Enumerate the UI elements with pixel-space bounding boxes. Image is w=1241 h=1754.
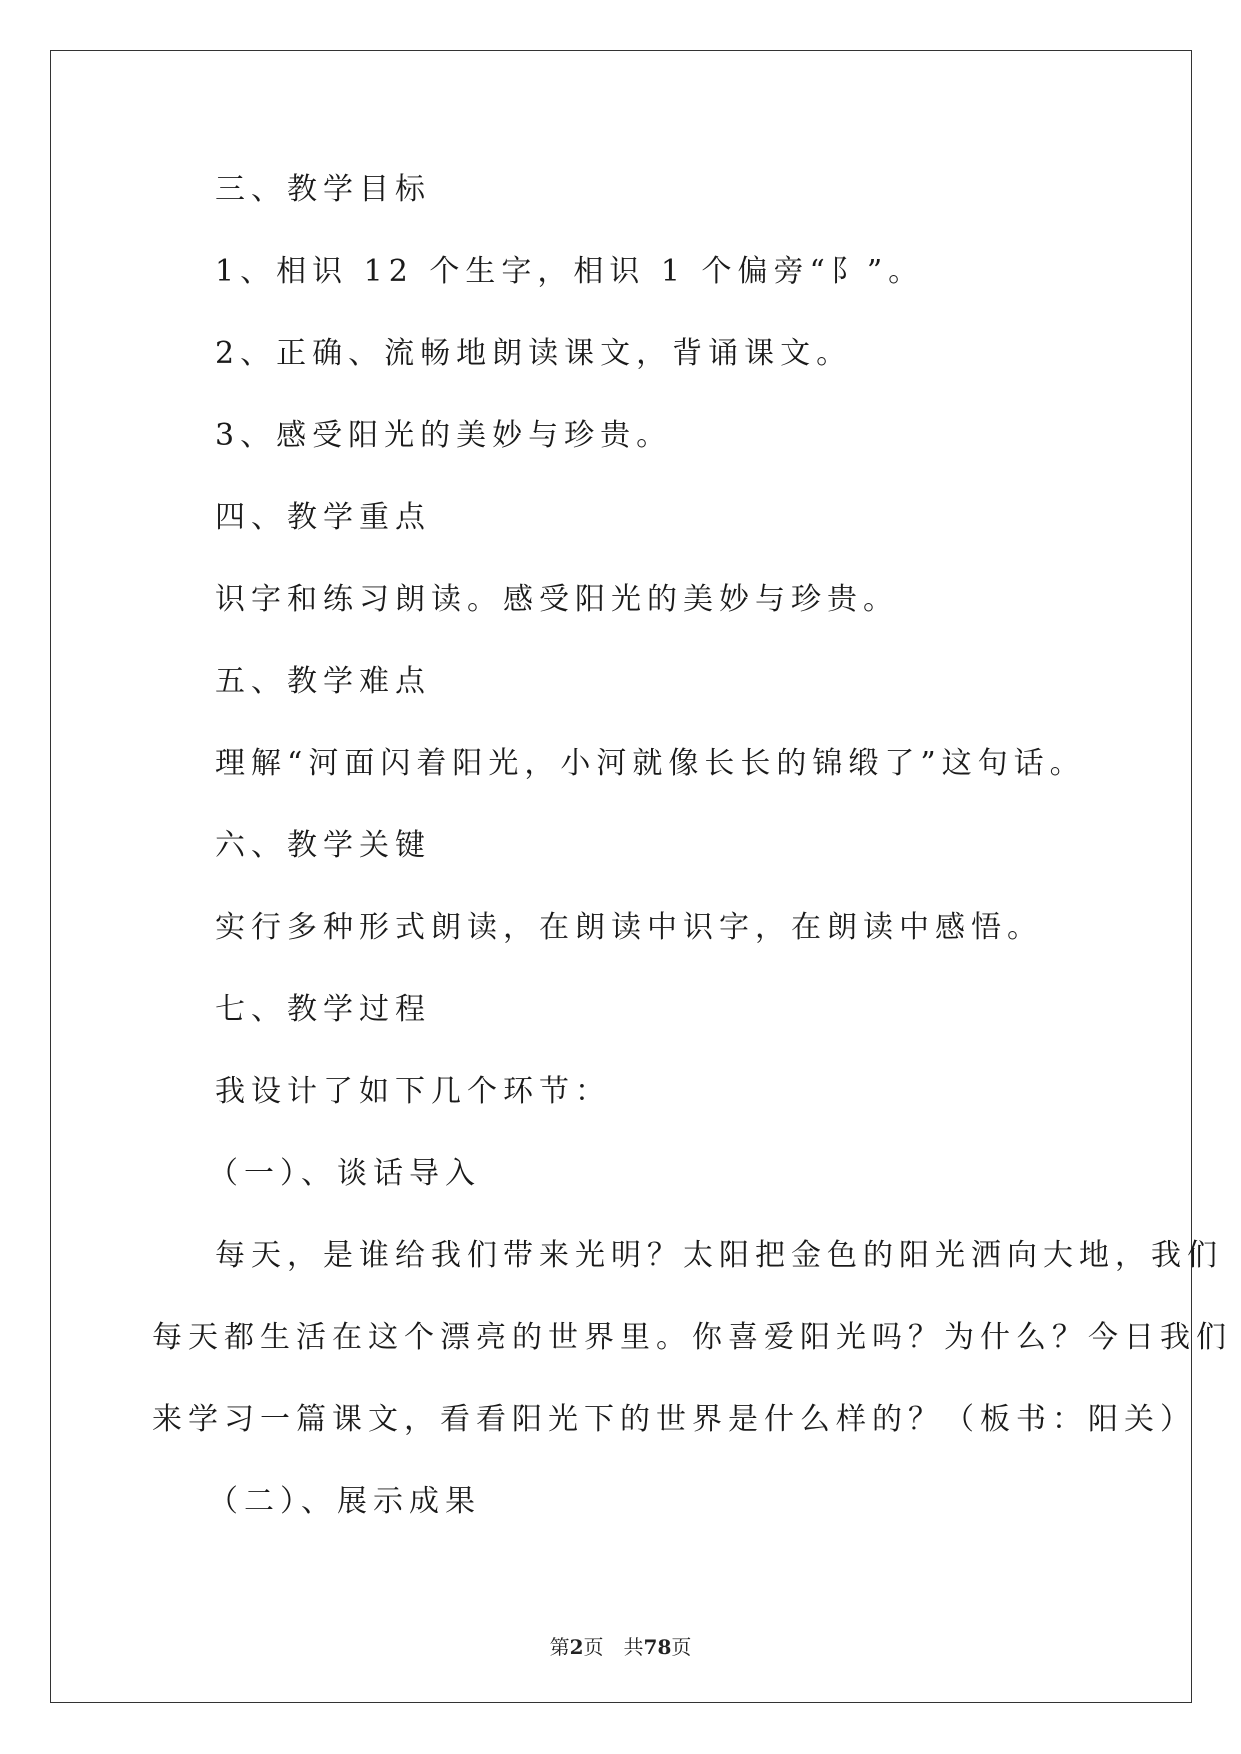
heading-teaching-process: 七、教学过程 — [215, 992, 431, 1027]
page-border — [50, 50, 1192, 1703]
teaching-key-text: 实行多种形式朗读，在朗读中识字，在朗读中感悟。 — [215, 910, 1043, 945]
paragraph-line-2: 每天都生活在这个漂亮的世界里。你喜爱阳光吗？为什么？今日我们 — [152, 1320, 1232, 1355]
footer-page-number: 2 — [569, 1635, 584, 1659]
footer-mid: 页 共 — [583, 1635, 644, 1659]
objective-1: 1、相识 12 个生字，相识 1 个偏旁“阝”。 — [215, 254, 925, 289]
subheading-show-results: （二）、展示成果 — [208, 1484, 481, 1519]
footer-total-pages: 78 — [643, 1635, 672, 1659]
objective-2: 2、正确、流畅地朗读课文，背诵课文。 — [215, 336, 853, 371]
teaching-focus-text: 识字和练习朗读。感受阳光的美妙与珍贵。 — [215, 582, 899, 617]
objective-3: 3、感受阳光的美妙与珍贵。 — [215, 418, 673, 453]
process-intro-text: 我设计了如下几个环节： — [215, 1074, 611, 1109]
footer-prefix: 第 — [549, 1635, 570, 1659]
paragraph-line-3: 来学习一篇课文，看看阳光下的世界是什么样的？（板书：阳关） — [152, 1402, 1196, 1437]
heading-teaching-difficulty: 五、教学难点 — [215, 664, 431, 699]
page-footer — [0, 1634, 1241, 1660]
footer-suffix: 页 — [671, 1635, 692, 1659]
heading-teaching-key: 六、教学关键 — [215, 828, 431, 863]
heading-teaching-focus: 四、教学重点 — [215, 500, 431, 535]
teaching-difficulty-text: 理解“河面闪着阳光，小河就像长长的锦缎了”这句话。 — [215, 746, 1086, 781]
heading-teaching-objectives: 三、教学目标 — [215, 172, 431, 207]
subheading-conversation-intro: （一）、谈话导入 — [208, 1156, 481, 1191]
paragraph-line-1: 每天，是谁给我们带来光明？太阳把金色的阳光洒向大地，我们 — [215, 1238, 1223, 1273]
